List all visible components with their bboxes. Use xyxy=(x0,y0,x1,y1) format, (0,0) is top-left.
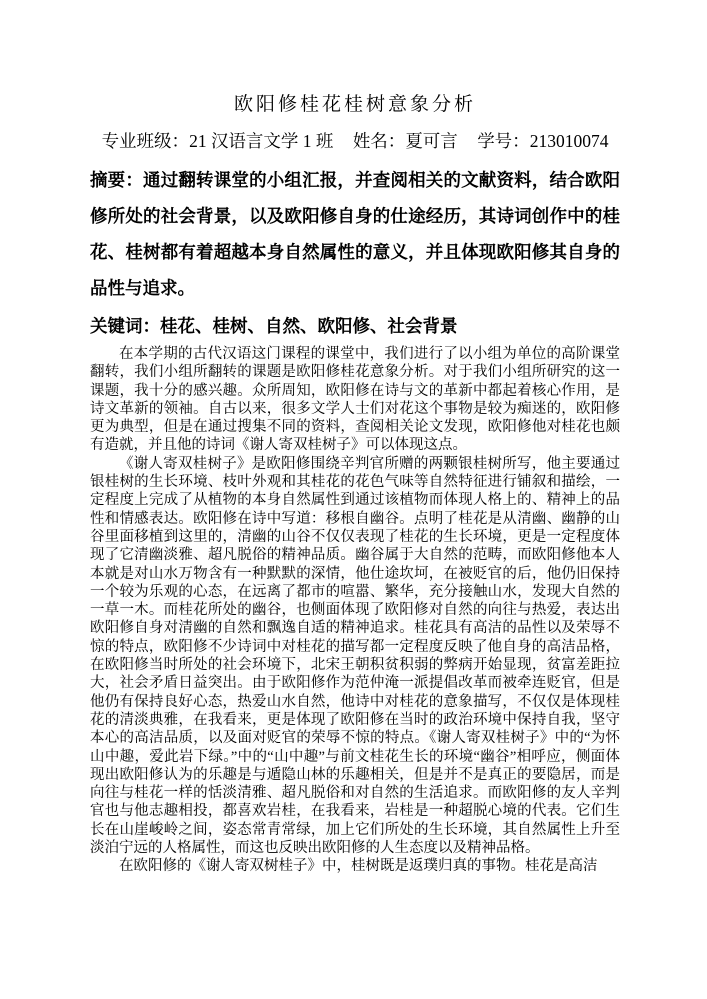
essay-body xyxy=(90,345,620,876)
name-value: 夏可言 xyxy=(405,131,458,151)
name-group xyxy=(353,131,458,151)
body-paragraph: 《谢人寄双桂树子》是欧阳修围绕辛判官所赠的两颗银桂树所写，他主要通过银桂树的生长环境、枝叶外观和其桂花的花色气味等自然特征进行铺叙和描绘，一定程度上完成了从植物的本身自然属性到通过该植物而体现人格上的、精神上的品性和情感表达。欧阳修在诗中写道：移根自幽谷。点明了桂花是从清幽、幽静的山谷里面移植到这里的，清幽的山谷不仅仅表现了桂花的生长环境，更是一定程度体现了它清幽淡雅、超凡脱俗的精神品质。幽谷属于大自然的范畴，而欧阳修他本人本就是对山水万物含有一种默默的深情，他仕途坎坷，在被贬官的后，他仍旧保持一个较为乐观的心态，在远离了都市的喧嚣、繁华，充分接触山水，发现大自然的一草一木。而桂花所处的幽谷，也侧面体现了欧阳修对自然的向往与热爱，表达出欧阳修自身对清幽的自然和飘逸自适的精神追求。桂花具有高洁的品性以及荣辱不惊的特点，欧阳修不少诗词中对桂花的描写都一定程度反映了他自身的高洁品格，在欧阳修当时所处的社会环境下，北宋王朝积贫积弱的弊病开始显现，贫富差距拉大，社会矛盾日益突出。由于欧阳修作为范仲淹一派提倡改革而被牵连贬官，但是他仍有保持良好心态，热爱山水自然，他诗中对桂花的意象描写，不仅仅是体现桂花的清淡典雅，在我看来，更是体现了欧阳修在当时的政治环境中保持自我，坚守本心的高洁品质，以及面对贬官的荣辱不惊的特点。《谢人寄双桂树子》中的“为怀山中趣，爱此岩下绿。”中的“山中趣”与前文桂花生长的环境“幽谷”相呼应，侧面体现出欧阳修认为的乐趣是与遁隐山林的乐趣相关，但是并不是真正的要隐居，而是向往与桂花一样的恬淡清雅、超凡脱俗和对自然的生活追求。而欧阳修的友人辛判官也与他志趣相投，都喜欢岩桂，在我看来，岩桂是一种超脱心境的代表。它们生长在山崖峻岭之间，姿态常青常绿，加上它们所处的生长环境，其自然属性上升至淡泊宁远的人格属性，而这也反映出欧阳修的人生态度以及精神品格。 xyxy=(90,455,620,857)
abstract-label: 摘要： xyxy=(90,170,144,190)
class-group xyxy=(102,131,334,151)
class-label: 专业班级： xyxy=(101,131,190,151)
class-value: 21 汉语言文学 1 班 xyxy=(189,131,334,151)
body-paragraph: 在欧阳修的《谢人寄双树桂子》中，桂树既是返璞归真的事物。桂花是高洁 xyxy=(119,858,598,875)
name-label: 姓名： xyxy=(352,131,406,151)
document-content xyxy=(90,0,620,876)
keywords-line xyxy=(90,314,620,339)
abstract-paragraph xyxy=(90,162,620,306)
student-id-group xyxy=(477,131,608,151)
body-paragraph: 在本学期的古代汉语这门课程的课堂中，我们进行了以小组为单位的高阶课堂翻转，我们小组所翻转的课题是欧阳修桂花意象分析。对于我们小组所研究的这一课题，我十分的感兴趣。众所周知，欧阳修在诗与文的革新中都起着核心作用，是诗文革新的领袖。自古以来，很多文学人士们对花这个事物是较为痴迷的，欧阳修更为典型，但是在通过搜集不同的资料，查阅相关论文发现，欧阳修他对桂花也颇有造就，并且他的诗词《谢人寄双桂树子》可以体现这点。 xyxy=(90,346,620,454)
abstract-text: 通过翻转课堂的小组汇报，并查阅相关的文献资料，结合欧阳修所处的社会背景，以及欧阳修自身的仕途经历，其诗词创作中的桂花、桂树都有着超越本身自然属性的意义，并且体现欧阳修其自身的品性与追求。 xyxy=(90,170,621,298)
keywords-list: 桂花、桂树、自然、欧阳修、社会背景 xyxy=(160,316,458,336)
page-title: 欧阳修桂花桂树意象分析 xyxy=(233,94,476,115)
student-id-label: 学号： xyxy=(477,131,530,151)
keywords-label: 关键词： xyxy=(90,316,160,336)
student-id-value: 213010074 xyxy=(529,131,609,151)
author-info-line xyxy=(90,128,620,154)
